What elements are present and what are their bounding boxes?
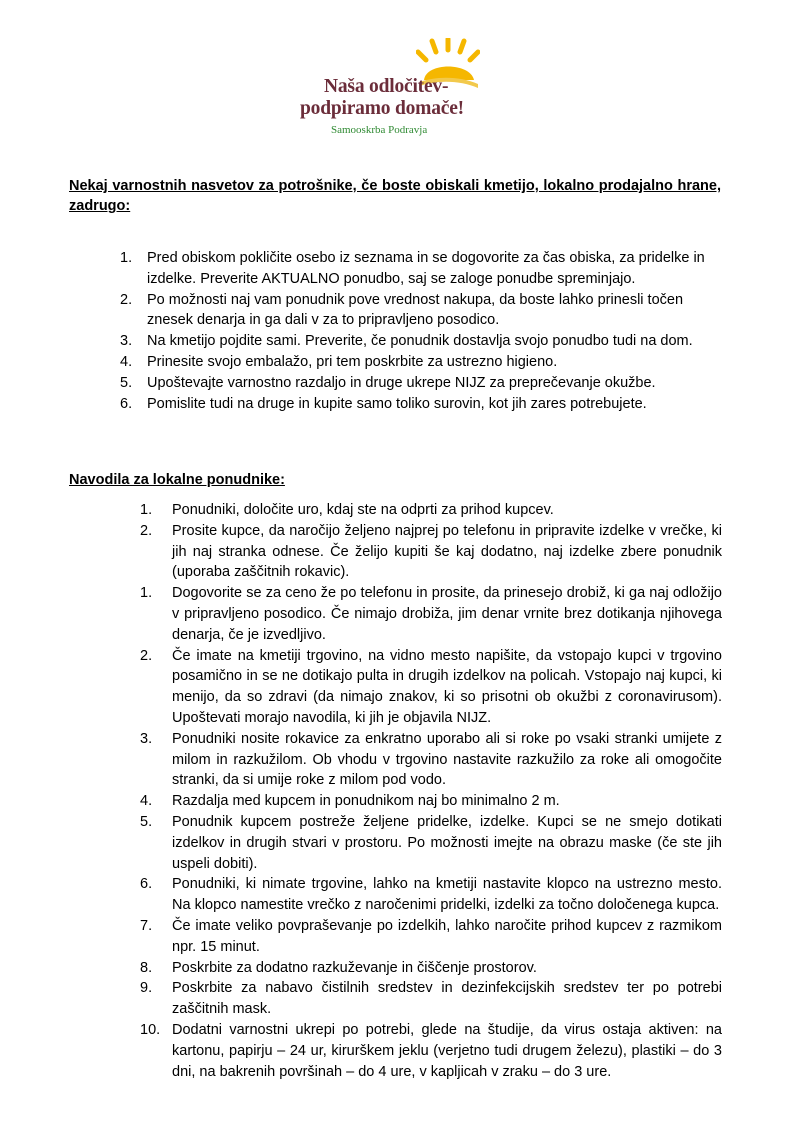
item-number: 2. xyxy=(120,291,133,308)
list-item xyxy=(140,791,722,812)
list-item xyxy=(120,373,720,394)
item-text: Prosite kupce, da naročijo željeno najprej po telefonu in pripravite izdelke v vrečke, ki jih naj stranka odnese. Če želijo kupiti še kaj dodatno, naj izdelke zbere ponudnik (uporaba zaščitnih rokavic). xyxy=(172,522,722,581)
item-number: 4. xyxy=(140,793,153,810)
item-text: Če imate na kmetiji trgovino, na vidno mesto napišite, da vstopajo kupci v trgovino posamično in se ne dotikajo pulta in drugih izdelkov na policah. Vstopajo naj kupci, ki menijo, da so zdravi (da nimajo znakov, ki so prisotni ob okužbi z coronavirusom). Upoštevati morajo navodila, ki jih je objavila NIJZ. xyxy=(172,647,722,726)
item-text: Dodatni varnostni ukrepi po potrebi, glede na študije, da virus ostaja aktiven: na kartonu, papirju – 24 ur, kirurškem jeklu (verjetno tudi drugem železu), plastiki – do 3 dni, na bakrenih površinah – do 4 ure, v kapljicah v zraku – do 3 ure. xyxy=(172,1021,722,1080)
provider-instructions-heading: Navodila za lokalne ponudnike: xyxy=(69,472,285,488)
item-text: Če imate veliko povpraševanje po izdelkih, lahko naročite prihod kupcev z razmikom npr. 15 minut. xyxy=(172,917,722,955)
item-text: Razdalja med kupcem in ponudnikom naj bo minimalno 2 m. xyxy=(172,793,560,810)
list-item xyxy=(140,729,722,791)
item-text: Po možnosti naj vam ponudnik pove vrednost nakupa, da boste lahko prinesli točen znesek denarja in ga dali v za to pripravljeno posodico. xyxy=(147,291,684,329)
item-text: Ponudnik kupcem postreže željene pridelke, izdelke. Kupci se ne smejo dotikati izdelkov in drugih stvari v prostoru. Po možnosti imejte na obrazu maske (če ste jih uspeli dobiti). xyxy=(172,813,722,872)
list-item xyxy=(120,394,720,415)
item-text: Dogovorite se za ceno že po telefonu in prosite, da prinesejo drobiž, ki ga naj odložijo v pripravljeno posodico. Če nimajo drobiža, jim denar vrnite brez dotikanja njihovega denarja, če je izvedljivo. xyxy=(172,585,722,643)
item-number: 3. xyxy=(120,333,133,350)
item-number: 6. xyxy=(140,876,153,893)
list-item xyxy=(140,916,722,958)
item-text: Pomislite tudi na druge in kupite samo toliko surovin, kot jih zares potrebujete. xyxy=(147,395,647,412)
item-number: 1. xyxy=(120,250,133,266)
item-number: 6. xyxy=(120,395,133,412)
item-text: Na kmetijo pojdite sami. Preverite, če ponudnik dostavlja svojo ponudbo tudi na dom. xyxy=(147,333,693,350)
item-number: 9. xyxy=(140,980,153,997)
list-item xyxy=(120,248,720,290)
item-text: Prinesite svojo embalažo, pri tem poskrbite za ustrezno higieno. xyxy=(147,353,558,370)
list-item xyxy=(140,521,722,583)
logo-subtitle: Samooskrba Podravja xyxy=(331,124,428,136)
item-number: 10. xyxy=(140,1021,161,1038)
list-item xyxy=(140,500,722,521)
list-item xyxy=(140,874,722,916)
logo-title-line1: Naša odločitev- xyxy=(324,76,449,97)
item-text: Ponudniki, določite uro, kdaj ste na odprti za prihod kupcev. xyxy=(172,502,554,518)
item-number: 1. xyxy=(140,502,153,518)
item-number: 2. xyxy=(140,522,153,539)
list-item xyxy=(120,290,720,332)
item-text: Upoštevajte varnostno razdaljo in druge ukrepe NIJZ za preprečevanje okužbe. xyxy=(147,374,656,391)
list-item xyxy=(140,583,722,645)
list-item xyxy=(140,958,722,979)
item-number: 8. xyxy=(140,959,153,976)
item-number: 2. xyxy=(140,647,153,664)
item-number: 4. xyxy=(120,353,133,370)
item-number: 5. xyxy=(140,813,153,830)
list-item xyxy=(140,1020,722,1082)
list-item xyxy=(140,978,722,1020)
item-text: Ponudniki nosite rokavice za enkratno uporabo ali si roke po vsaki stranki umijete z milom in razkužilom. Ob vhodu v trgovino nastavite razkužilo za roke ali omogočite stranki, da si umije roke z milom pod vodo. xyxy=(172,730,722,789)
provider-instructions-list xyxy=(140,500,722,1082)
item-number: 3. xyxy=(140,730,153,747)
logo xyxy=(290,38,490,138)
consumer-tips-heading: Nekaj varnostnih nasvetov za potrošnike, če boste obiskali kmetijo, lokalno prodajalno hrane, zadrugo: xyxy=(69,178,721,214)
list-item xyxy=(120,352,720,373)
list-item xyxy=(120,331,720,352)
item-text: Poskrbite za dodatno razkuževanje in čiščenje prostorov. xyxy=(172,959,537,976)
item-number: 1. xyxy=(140,585,153,602)
item-number: 7. xyxy=(140,917,153,934)
item-text: Pred obiskom pokličite osebo iz seznama in se dogovorite za čas obiska, za pridelke in izdelke. Preverite AKTUALNO ponudbo, saj se zaloge ponudbe spreminjajo. xyxy=(147,250,705,287)
item-number: 5. xyxy=(120,374,133,391)
list-item xyxy=(140,646,722,729)
item-text: Poskrbite za nabavo čistilnih sredstev in dezinfekcijskih sredstev ter po potrebi zaščitnih mask. xyxy=(172,980,722,1018)
list-item xyxy=(140,812,722,874)
logo-title-line2: podpiramo domače! xyxy=(300,98,464,119)
consumer-tips-list xyxy=(120,248,720,414)
item-text: Ponudniki, ki nimate trgovine, lahko na kmetiji nastavite klopco na ustrezno mesto. Na klopco namestite vrečko z naročenimi pridelki, izdelki za točno določenega kupca. xyxy=(172,876,722,914)
